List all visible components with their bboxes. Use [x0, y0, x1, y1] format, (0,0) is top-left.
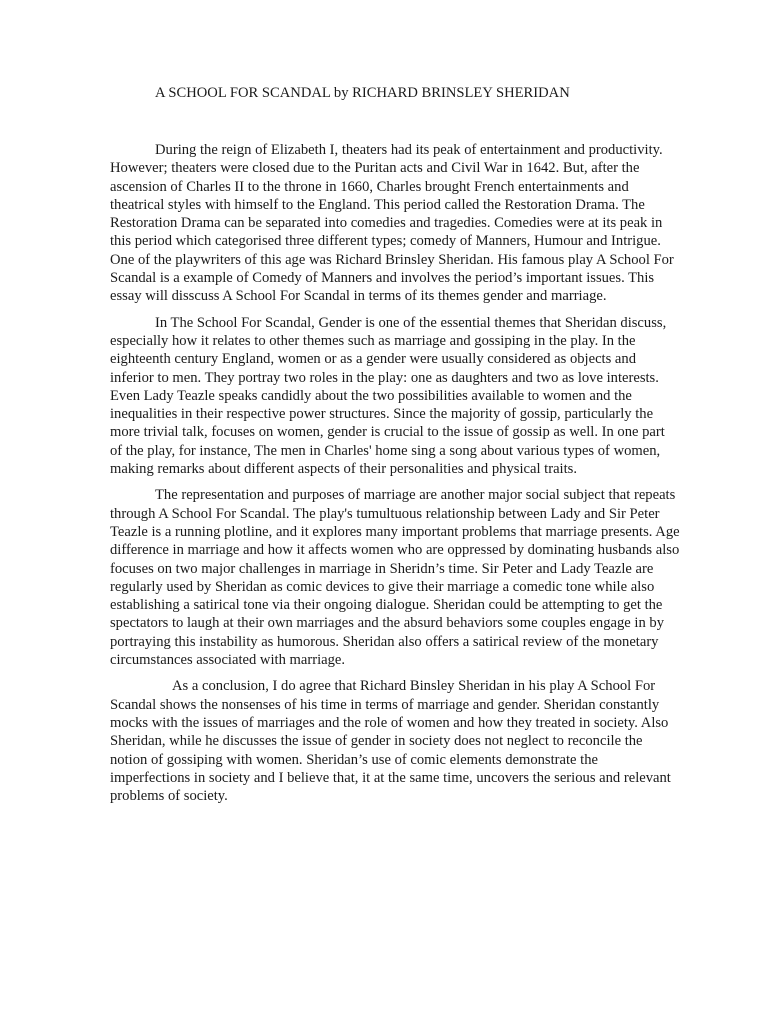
document-title: A SCHOOL FOR SCANDAL by RICHARD BRINSLEY SHERIDAN — [155, 85, 570, 101]
document-body — [110, 141, 680, 813]
paragraph-conclusion: As a conclusion, I do agree that Richard Binsley Sheridan in his play A School For Scandal shows the nonsenses of his time in terms of marriage and gender. Sheridan constantly mocks with the issues of marriages and the role of women and how they treated in society. Also Sheridan, while he discusses the issue of gender in society does not neglect to reconcile the notion of gossiping with women. Sheridan’s use of comic elements demonstrate the imperfections in society and I believe that, it at the same time, uncovers the serious and relevant problems of society. — [110, 678, 671, 805]
paragraph-marriage: The representation and purposes of marriage are another major social subject that repeats through A School For Scandal. The play's tumultuous relationship between Lady and Sir Peter Teazle is a running plotline, and it explores many important problems that marriage presents. Age difference in marriage and how it affects women who are oppressed by dominating husbands also focuses on two major challenges in marriage in Sheridn’s time. Sir Peter and Lady Teazle are regularly used by Sheridan as comic devices to give their marriage a comedic tone while also establishing a satirical tone via their ongoing dialogue. Sheridan could be attempting to get the spectators to laugh at their own marriages and the absurd behaviors some couples engage in by portraying this instability as humorous. Sheridan also offers a satirical review of the monetary circumstances associated with marriage. — [110, 487, 680, 669]
paragraph-introduction: During the reign of Elizabeth I, theaters had its peak of entertainment and productivity. However; theaters were closed due to the Puritan acts and Civil War in 1642. But, after the ascension of Charles II to the throne in 1660, Charles brought French entertainments and theatrical styles with himself to the England. This period called the Restoration Drama. The Restoration Drama can be separated into comedies and tragedies. Comedies were at its peak in this period which categorised three different types; comedy of Manners, Humour and Intrigue. One of the playwriters of this age was Richard Brinsley Sheridan. His famous play A School For Scandal is a example of Comedy of Manners and involves the period’s important issues. This essay will disscuss A School For Scandal in terms of its themes gender and marriage. — [110, 142, 674, 305]
paragraph-gender: In The School For Scandal, Gender is one of the essential themes that Sheridan discuss, especially how it relates to other themes such as marriage and gossiping in the play. In the eighteenth century England, women or as a gender were usually considered as objects and inferior to men. They portray two roles in the play: one as daughters and two as love interests. Even Lady Teazle speaks candidly about the two possibilities available to women and the inequalities in their respective power structures. Since the majority of gossip, particularly the more trivial talk, focuses on women, gender is crucial to the issue of gossip as well. In one part of the play, for instance, The men in Charles' home sing a song about various types of women, making remarks about different aspects of their personalities and physical traits. — [110, 314, 667, 478]
